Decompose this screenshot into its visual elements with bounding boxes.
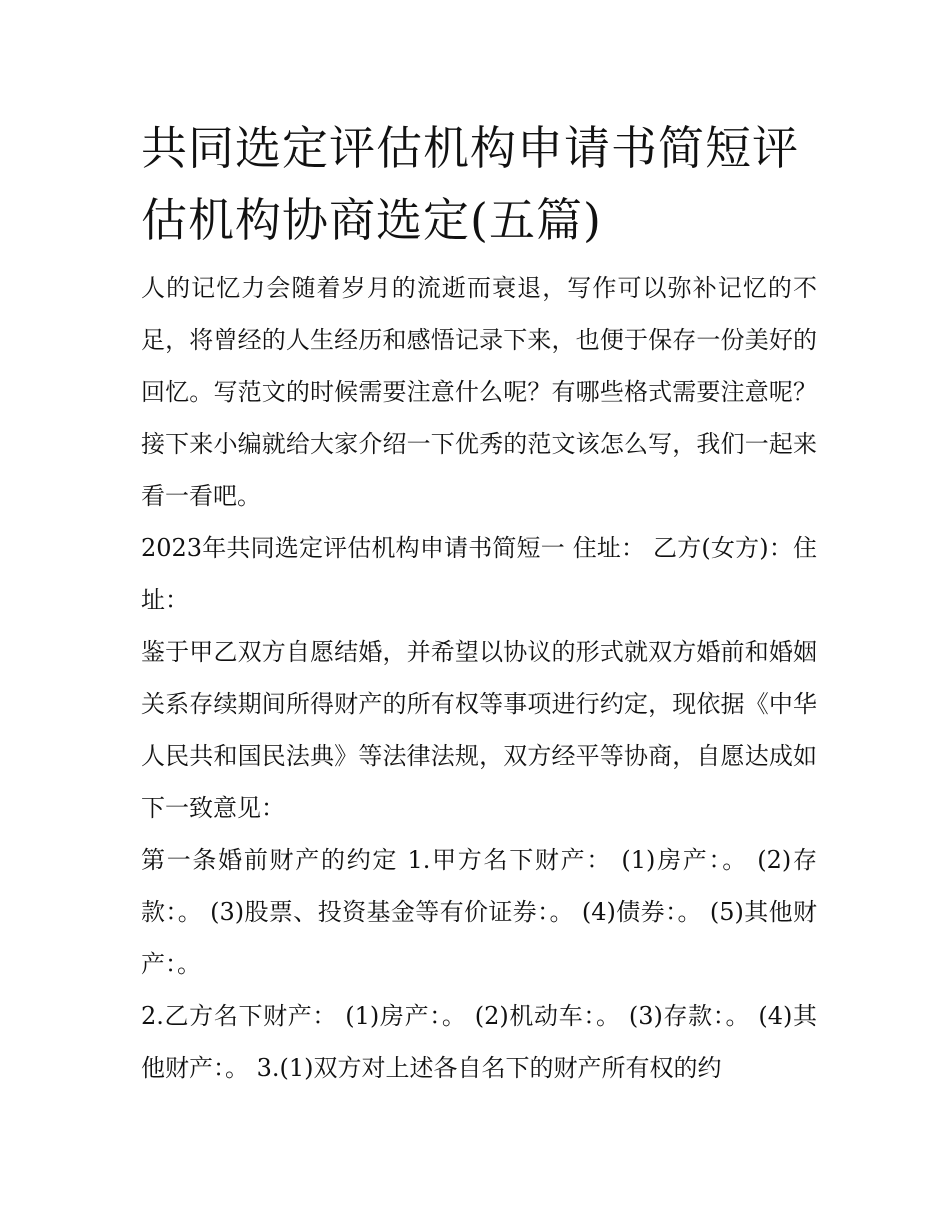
paragraph-intro: 人的记忆力会随着岁月的流逝而衰退，写作可以弥补记忆的不足，将曾经的人生经历和感悟记录下来，也便于保存一份美好的回忆。写范文的时候需要注意什么呢？有哪些格式需要注意呢？接下来小编就给大家介绍一下优秀的范文该怎么写，我们一起来看一看吧。 <box>141 274 817 510</box>
document-page <box>141 112 817 1094</box>
paragraph-article-one: 第一条婚前财产的约定 1.甲方名下财产： (1)房产：。 (2)存款：。 (3)股票、投资基金等有价证券：。 (4)债券：。 (5)其他财产：。 <box>141 846 817 978</box>
paragraph-agreement-basis: 鉴于甲乙双方自愿结婚，并希望以协议的形式就双方婚前和婚姻关系存续期间所得财产的所有权等事项进行约定，现依据《中华人民共和国民法典》等法律法规，双方经平等协商，自愿达成如下一致意见： <box>141 638 817 822</box>
paragraph-heading-address: 2023年共同选定评估机构申请书简短一 住址： 乙方(女方)：住址： <box>141 534 817 614</box>
document-title: 共同选定评估机构申请书简短评估机构协商选定(五篇) <box>141 121 799 247</box>
paragraph-party-b-assets: 2.乙方名下财产： (1)房产：。 (2)机动车：。 (3)存款：。 (4)其他财产：。 3.(1)双方对上述各自名下的财产所有权的约 <box>141 1002 817 1082</box>
